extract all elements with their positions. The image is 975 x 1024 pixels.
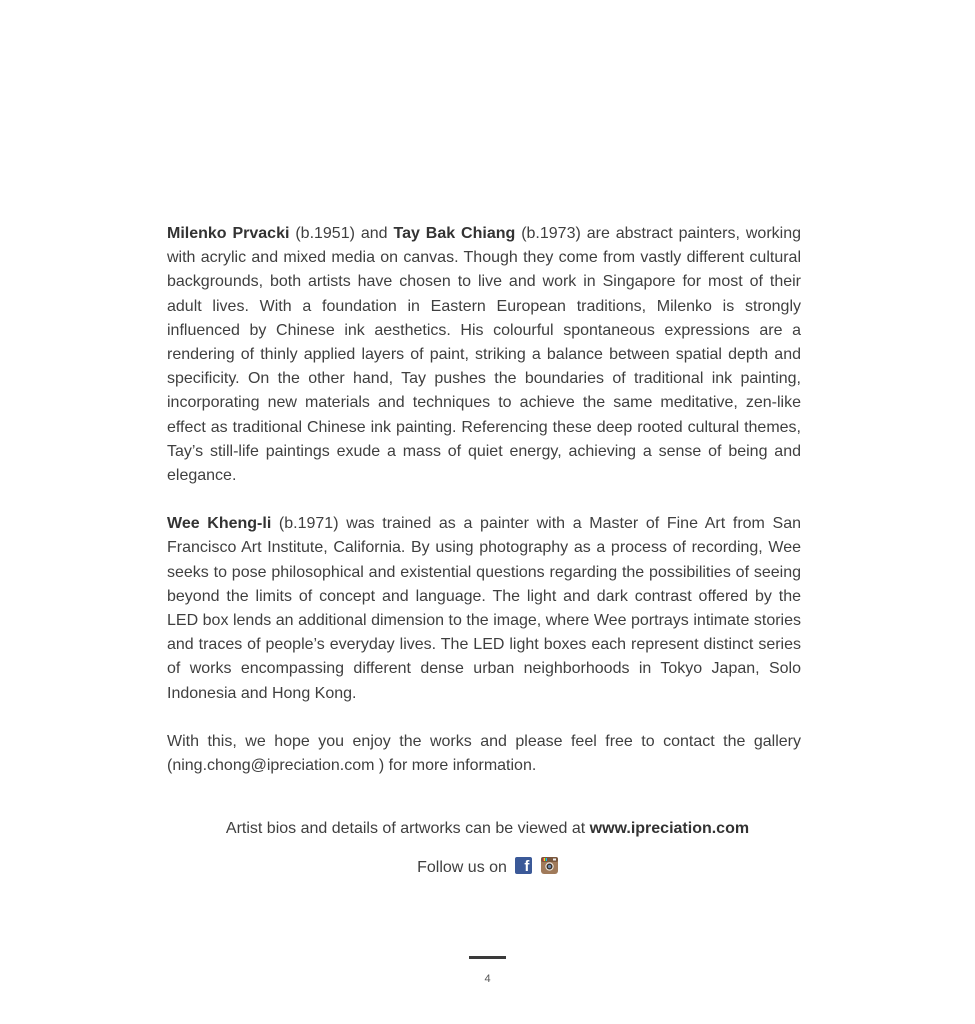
- artist-name-tay: Tay Bak Chiang: [393, 225, 516, 242]
- follow-us-line: [0, 857, 975, 878]
- instagram-icon[interactable]: [541, 857, 558, 874]
- page-divider: [469, 956, 506, 959]
- page-number: 4: [484, 973, 491, 985]
- paragraph-text: (b.1951) and: [289, 225, 394, 242]
- follow-us-text: Follow us on: [417, 859, 507, 876]
- paragraph-artist-wee: [167, 512, 801, 706]
- artist-name-wee: Wee Kheng-li: [167, 515, 272, 533]
- facebook-icon[interactable]: f: [515, 857, 532, 874]
- paragraph-text: (b.1973) are abstract painters, working with acrylic and mixed media on canvas. Though they come from vastly different cultural backgrounds, both artists have chosen to live and work in Singapore for most of their adult lives. With a foundation in Eastern European traditions, Milenko is strongly influenced by Chinese ink aesthetics. His colourful spontaneous expressions are a rendering of thinly applied layers of paint, striking a balance between spatial depth and specificity. On the other hand, Tay pushes the boundaries of traditional ink painting, incorporating new materials and techniques to achieve the same meditative, zen-like effect as traditional Chinese ink painting. Referencing these deep rooted cultural themes, Tay’s still-life paintings exude a mass of quiet energy, achieving a sense of being and elegance.: [167, 225, 802, 485]
- paragraph-text: (b.1971) was trained as a painter with a Master of Fine Art from San Francisco Art Institute, California. By using photography as a process of recording, Wee seeks to pose philosophical and existential questions regarding the possibilities of seeing beyond the limits of concept and language. The light and dark contrast offered by the LED box lends an additional dimension to the image, where Wee portrays intimate stories and traces of people’s everyday lives. The LED light boxes each represent distinct series of works encompassing different dense urban neighborhoods in Tokyo Japan, Solo Indonesia and Hong Kong.: [167, 515, 801, 702]
- website-link[interactable]: www.ipreciation.com: [589, 820, 750, 837]
- paragraph-artists-abstract: [167, 222, 801, 488]
- artist-bios-line: [0, 819, 975, 839]
- paragraph-contact: With this, we hope you enjoy the works and please feel free to contact the gallery (ning.chong@ipreciation.com ) for more information.: [167, 732, 801, 775]
- main-text: [167, 222, 801, 802]
- artist-bios-text: Artist bios and details of artworks can be viewed at: [225, 820, 590, 837]
- artist-name-milenko: Milenko Prvacki: [167, 225, 290, 242]
